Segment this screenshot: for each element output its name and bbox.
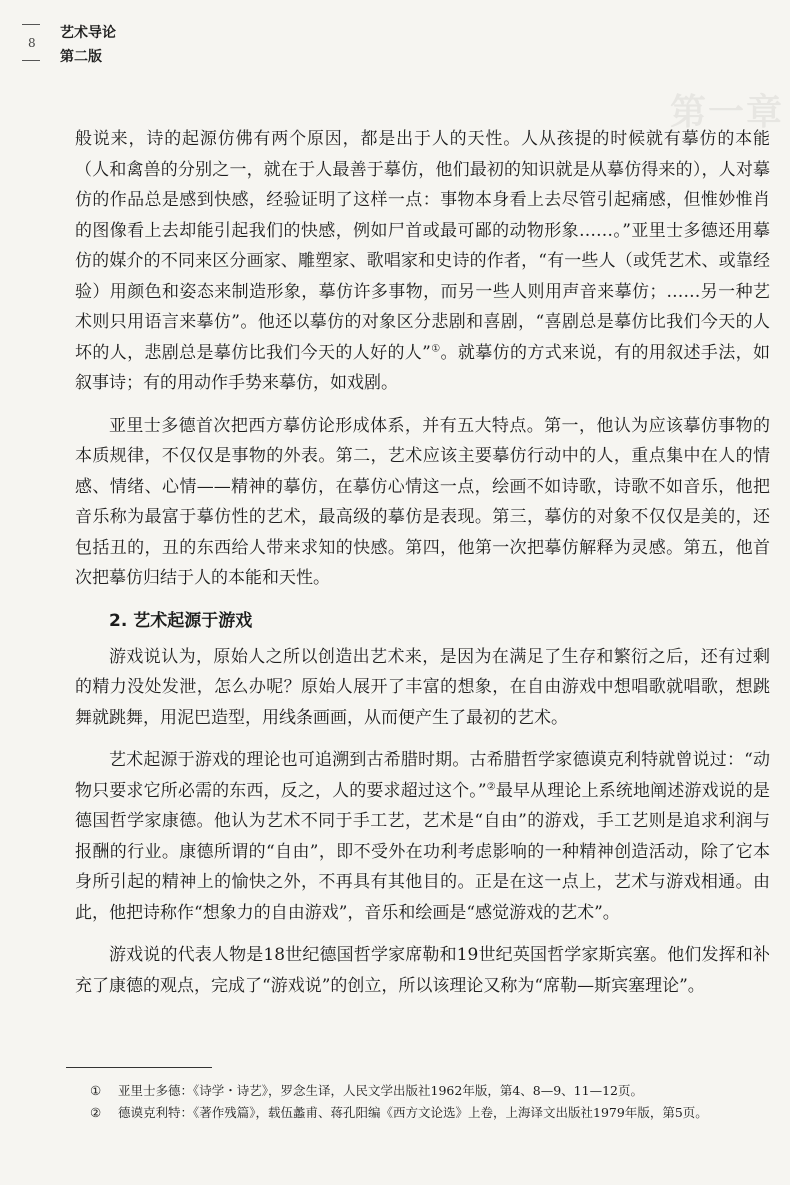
header-rule-top — [22, 24, 40, 25]
paragraph: 艺术起源于游戏的理论也可追溯到古希腊时期。古希腊哲学家德谟克利特就曾说过：“动物只要求它所必需的东西，反之，人的要求超过这个。”②最早从理论上系统地阐述游戏说的是德国哲学家康德。他认为艺术不同于手工艺，艺术是“自由”的游戏，手工艺则是追求利润与报酬的行业。康德所谓的“自由”，即不受外在功利考虑影响的一种精神创造活动，除了它本身所引起的精神上的愉快之外，不再具有其他目的。正是在这一点上，艺术与游戏相通。由此，他把诗称作“想象力的自由游戏”，音乐和绘画是“感觉游戏的艺术”。 — [75, 750, 770, 923]
section-heading: 2. 艺术起源于游戏 — [109, 610, 253, 631]
footnote-ref: ② — [486, 780, 496, 792]
book-title: 艺术导论 — [60, 25, 116, 41]
edition-label: 第二版 — [60, 49, 102, 65]
paragraph: 亚里士多德首次把西方摹仿论形成体系，并有五大特点。第一，他认为应该摹仿事物的本质规律，不仅仅是事物的外表。第二，艺术应该主要摹仿行动中的人，重点集中在人的情感、情绪、心情——精神的摹仿，在摹仿心情这一点，绘画不如诗歌，诗歌不如音乐，他把音乐称为最富于摹仿性的艺术，最高级的摹仿是表现。第三，摹仿的对象不仅仅是美的，还包括丑的，丑的东西给人带来求知的快感。第四，他第一次把摹仿解释为灵感。第五，他首次把摹仿归结于人的本能和天性。 — [75, 415, 770, 588]
paragraph: 般说来，诗的起源仿佛有两个原因，都是出于人的天性。人从孩提的时候就有摹仿的本能（人和禽兽的分别之一，就在于人最善于摹仿，他们最初的知识就是从摹仿得来的），人对摹仿的作品总是感到快感，经验证明了这样一点：事物本身看上去尽管引起痛感，但惟妙惟肖的图像看上去却能引起我们的快感，例如尸首或最可鄙的动物形象……。”亚里士多德还用摹仿的媒介的不同来区分画家、雕塑家、歌唱家和史诗的作者，“有一些人（或凭艺术、或靠经验）用颜色和姿态来制造形象，摹仿许多事物，而另一些人则用声音来摹仿；……另一种艺术则只用语言来摹仿”。他还以摹仿的对象区分悲剧和喜剧，“喜剧总是摹仿比我们今天的人坏的人，悲剧总是摹仿比我们今天的人好的人”①。就摹仿的方式来说，有的用叙述手法，如叙事诗；有的用动作手势来摹仿，如戏剧。 — [75, 129, 770, 393]
footnote-mark: ① — [90, 1083, 102, 1098]
page-number: 8 — [28, 36, 36, 50]
footnote-rule — [66, 1067, 212, 1068]
paragraph: 游戏说认为，原始人之所以创造出艺术来，是因为在满足了生存和繁衍之后，还有过剩的精力没处发泄，怎么办呢？原始人展开了丰富的想象，在自由游戏中想唱歌就唱歌，想跳舞就跳舞，用泥巴造型，用线条画画，从而便产生了最初的艺术。 — [75, 646, 770, 728]
footnote: ② 德谟克利特：《著作残篇》，载伍蠡甫、蒋孔阳编《西方文论选》上卷，上海译文出版社1979年版，第5页。 — [90, 1102, 770, 1124]
main-text — [75, 124, 770, 1013]
header-rule-bottom — [22, 60, 40, 61]
bleed-through-chapter-title: 第一章 — [669, 91, 784, 133]
footnote: ① 亚里士多德：《诗学・诗艺》，罗念生译，人民文学出版社1962年版，第4、8—9、11—12页。 — [90, 1080, 770, 1102]
paragraph: 游戏说的代表人物是18世纪德国哲学家席勒和19世纪英国哲学家斯宾塞。他们发挥和补充了康德的观点，完成了“游戏说”的创立，所以该理论又称为“席勒—斯宾塞理论”。 — [75, 945, 770, 996]
footnotes — [90, 1080, 770, 1124]
footnote-mark: ② — [90, 1105, 102, 1120]
footnote-ref: ① — [430, 342, 441, 354]
running-header — [22, 18, 242, 68]
